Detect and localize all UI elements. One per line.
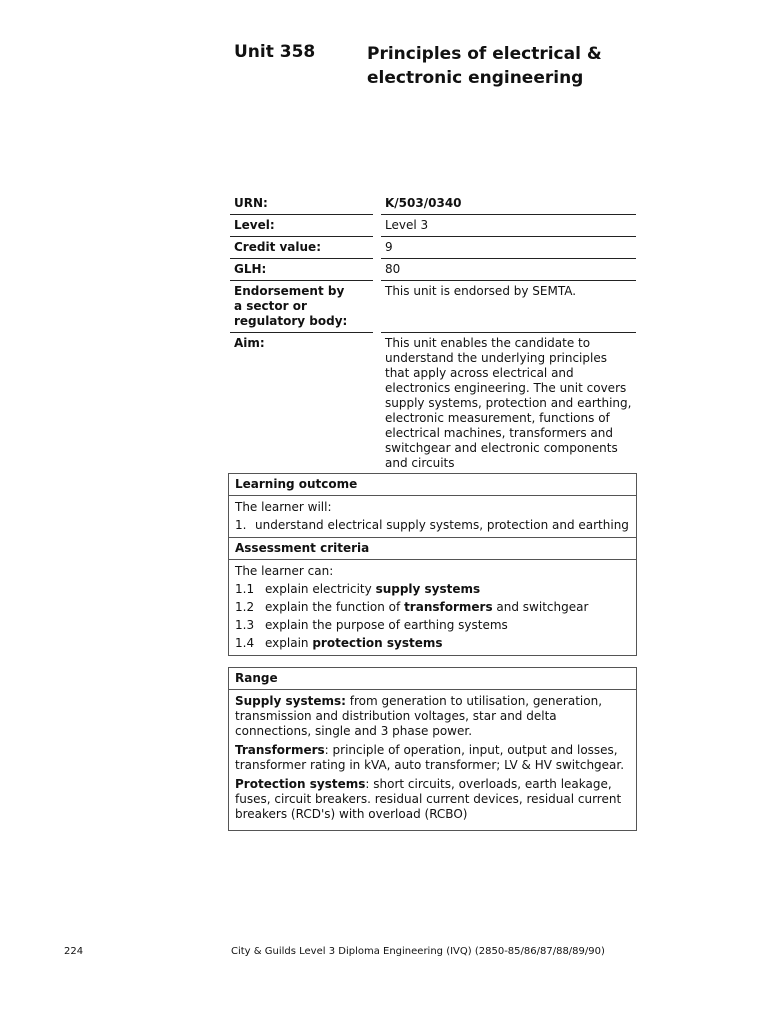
range-header: Range	[229, 668, 636, 690]
criteria-number: 1.3	[235, 618, 255, 632]
range-body	[229, 690, 636, 830]
info-value: 80	[381, 258, 636, 280]
info-key: URN:	[234, 196, 268, 210]
info-row-aim	[230, 332, 636, 474]
page-number: 224	[64, 946, 84, 957]
info-value: 9	[381, 236, 636, 258]
learner-will-text: The learner will:	[235, 500, 332, 514]
criteria-text: explain electricity	[265, 582, 376, 596]
assessment-criteria-header: Assessment criteria	[229, 537, 636, 560]
criteria-item	[235, 618, 630, 633]
criteria-bold: protection systems	[312, 636, 443, 650]
criteria-text: explain the function of	[265, 600, 405, 614]
outcome-item	[235, 518, 630, 533]
range-item-title: Protection systems	[235, 777, 366, 791]
criteria-bold: supply systems	[375, 582, 481, 596]
range-item-text: : short circuits, overloads, earth leakage, fuses, circuit breakers. residual current devices, residual current breakers (RCD's) with overload (RCBO)	[235, 777, 622, 821]
footer-text: City & Guilds Level 3 Diploma Engineering (IVQ) (2850-85/86/87/88/89/90)	[231, 946, 605, 957]
range-box	[228, 667, 637, 831]
learner-can-text: The learner can:	[235, 564, 334, 578]
range-item	[235, 743, 630, 773]
range-item-title: Transformers	[235, 743, 325, 757]
range-item-title: Supply systems:	[235, 694, 346, 708]
info-row-endorsement	[230, 280, 636, 332]
criteria-number: 1.1	[235, 582, 255, 596]
info-key: GLH:	[230, 258, 373, 280]
range-item	[235, 777, 630, 822]
info-row-urn	[230, 193, 636, 214]
unit-title: Principles of electrical & electronic engineering	[367, 44, 602, 88]
info-value: This unit is endorsed by SEMTA.	[381, 280, 636, 332]
learning-outcome-box	[228, 473, 637, 656]
info-row-credit	[230, 236, 636, 258]
criteria-text-after: and switchgear	[492, 600, 589, 614]
criteria-item	[235, 600, 630, 615]
range-item-text: from generation to utilisation, generation, transmission and distribution voltages, star and delta connections, single and 3 phase power.	[235, 694, 603, 738]
criteria-number: 1.4	[235, 636, 255, 650]
assessment-criteria-body	[229, 560, 636, 655]
criteria-item	[235, 636, 630, 651]
criteria-number: 1.2	[235, 600, 255, 614]
info-key: Endorsement by a sector or regulatory body:	[230, 280, 373, 332]
outcome-text: understand electrical supply systems, protection and earthing	[255, 518, 629, 532]
info-value: This unit enables the candidate to understand the underlying principles that apply across electrical and electronics engineering. The unit covers supply systems, protection and earthing, electronic measurement, functions of electrical machines, transformers and switchgear and electronic components and circuits	[381, 332, 636, 474]
criteria-item	[235, 582, 630, 597]
info-key: Credit value:	[230, 236, 373, 258]
criteria-bold: transformers	[404, 600, 493, 614]
info-value: Level 3	[381, 214, 636, 236]
criteria-text: explain	[265, 636, 313, 650]
info-key: Aim:	[230, 332, 373, 474]
unit-number: Unit 358	[234, 42, 316, 62]
criteria-text: explain the purpose of earthing systems	[265, 618, 508, 632]
learning-outcome-body	[229, 496, 636, 537]
info-key: Level:	[230, 214, 373, 236]
info-value: K/503/0340	[385, 196, 462, 210]
learning-outcome-header: Learning outcome	[229, 474, 636, 496]
range-item	[235, 694, 630, 739]
info-row-level	[230, 214, 636, 236]
outcome-number: 1.	[235, 518, 247, 532]
info-row-glh	[230, 258, 636, 280]
range-item-text: : principle of operation, input, output and losses, transformer rating in kVA, auto transformer; LV & HV switchgear.	[235, 743, 625, 772]
unit-info-table	[230, 193, 636, 474]
